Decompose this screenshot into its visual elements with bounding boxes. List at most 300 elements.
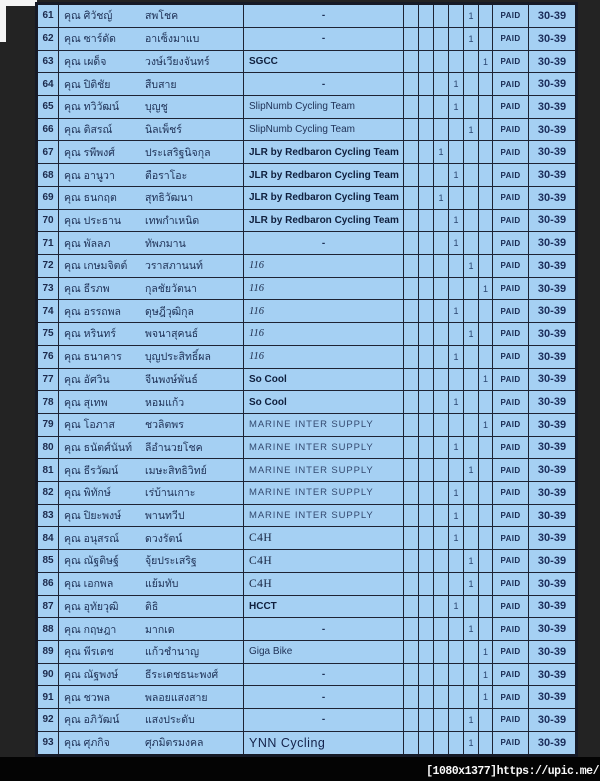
category-mark-cell: [404, 4, 419, 28]
category-mark-cell: [464, 686, 479, 709]
category-mark-cell: [419, 391, 434, 414]
first-name: คุณ พัลลภ: [64, 237, 111, 250]
team-cell: [244, 164, 404, 187]
paid-status: PAID: [493, 96, 529, 119]
paid-status: PAID: [493, 572, 529, 595]
category-mark-cell: [479, 595, 493, 618]
category-mark-cell: [404, 118, 419, 141]
rider-name-cell: [59, 618, 244, 641]
paid-status: PAID: [493, 731, 529, 755]
team-name: -: [321, 10, 326, 22]
age-group: 30-39: [529, 118, 577, 141]
surname: ติธิ: [145, 600, 159, 613]
age-group: 30-39: [529, 323, 577, 346]
category-mark-cell: [479, 550, 493, 573]
category-mark-cell: [479, 164, 493, 187]
rider-name-cell: [59, 96, 244, 119]
row-number: 64: [37, 73, 59, 96]
age-group: 30-39: [529, 618, 577, 641]
category-mark-cell: 1: [449, 391, 464, 414]
age-group: 30-39: [529, 436, 577, 459]
first-name: คุณ หรินทร์: [64, 328, 116, 341]
age-group: 30-39: [529, 595, 577, 618]
category-mark-cell: [404, 686, 419, 709]
category-mark-cell: [434, 504, 449, 527]
team-cell: [244, 550, 404, 573]
paid-status: PAID: [493, 504, 529, 527]
team-cell: [244, 255, 404, 278]
category-mark-cell: [434, 731, 449, 755]
row-number: 86: [37, 572, 59, 595]
category-mark-cell: [479, 323, 493, 346]
paid-status: PAID: [493, 118, 529, 141]
category-mark-cell: [434, 368, 449, 391]
rider-name-cell: [59, 232, 244, 255]
surname: ลีอำนวยโชค: [145, 441, 203, 454]
watermark-url: [1080x1377]https://upic.me/: [426, 765, 599, 778]
surname: นิลเพ็ชร์: [145, 124, 182, 137]
table-row: [37, 209, 577, 232]
category-mark-cell: [479, 141, 493, 164]
age-group: 30-39: [529, 413, 577, 436]
row-number: 89: [37, 640, 59, 663]
category-mark-cell: [434, 4, 449, 28]
category-mark-cell: [404, 300, 419, 323]
category-mark-cell: [434, 255, 449, 278]
row-number: 93: [37, 731, 59, 755]
team-name: JLR by Redbaron Cycling Team: [249, 146, 399, 158]
surname: บุญประสิทธิ์ผล: [145, 351, 211, 364]
category-mark-cell: 1: [464, 323, 479, 346]
paid-status: PAID: [493, 391, 529, 414]
category-mark-cell: [419, 186, 434, 209]
team-cell: [244, 595, 404, 618]
first-name: คุณ ธีรวัฒน์: [64, 464, 119, 477]
team-name: 116: [249, 260, 264, 272]
team-cell: [244, 459, 404, 482]
category-mark-cell: [434, 640, 449, 663]
age-group: 30-39: [529, 300, 577, 323]
category-mark-cell: [479, 4, 493, 28]
first-name: คุณ อานูวา: [64, 169, 115, 182]
category-mark-cell: [479, 118, 493, 141]
category-mark-cell: [479, 436, 493, 459]
rider-name-cell: [59, 686, 244, 709]
table-row: [37, 255, 577, 278]
category-mark-cell: [419, 4, 434, 28]
row-number: 78: [37, 391, 59, 414]
table-row: [37, 572, 577, 595]
category-mark-cell: 1: [434, 186, 449, 209]
row-number: 82: [37, 482, 59, 505]
category-mark-cell: [419, 459, 434, 482]
team-cell: [244, 731, 404, 755]
row-number: 91: [37, 686, 59, 709]
rider-name-cell: [59, 550, 244, 573]
rider-name-cell: [59, 300, 244, 323]
surname: แย้มทับ: [145, 578, 179, 591]
category-mark-cell: [404, 709, 419, 732]
paid-status: PAID: [493, 368, 529, 391]
first-name: คุณ อนุสรณ์: [64, 532, 119, 545]
category-mark-cell: [449, 413, 464, 436]
category-mark-cell: [449, 186, 464, 209]
team-name: 116: [249, 328, 264, 340]
category-mark-cell: [419, 686, 434, 709]
surname: พลอยแสงสาย: [145, 691, 208, 704]
age-group: 30-39: [529, 141, 577, 164]
table-row: [37, 277, 577, 300]
team-name: -: [321, 669, 326, 680]
category-mark-cell: 1: [449, 209, 464, 232]
first-name: คุณ อัศวิน: [64, 373, 110, 386]
category-mark-cell: [434, 595, 449, 618]
paid-status: PAID: [493, 50, 529, 73]
team-name: -: [321, 714, 326, 726]
category-mark-cell: [434, 277, 449, 300]
category-mark-cell: [464, 663, 479, 686]
table-row: [37, 686, 577, 709]
category-mark-cell: [419, 572, 434, 595]
first-name: คุณ อรรถพล: [64, 305, 121, 318]
category-mark-cell: [419, 504, 434, 527]
category-mark-cell: 1: [464, 27, 479, 50]
category-mark-cell: [479, 73, 493, 96]
category-mark-cell: [434, 164, 449, 187]
row-number: 73: [37, 277, 59, 300]
team-name: MARINE INTER SUPPLY: [249, 510, 374, 522]
table-row: [37, 391, 577, 414]
team-name: SGCC: [249, 56, 278, 68]
row-number: 63: [37, 50, 59, 73]
category-mark-cell: [449, 663, 464, 686]
team-cell: [244, 27, 404, 50]
category-mark-cell: [479, 572, 493, 595]
team-cell: [244, 527, 404, 550]
table-row: [37, 345, 577, 368]
category-mark-cell: [464, 368, 479, 391]
category-mark-cell: [404, 436, 419, 459]
category-mark-cell: [404, 232, 419, 255]
paid-status: PAID: [493, 686, 529, 709]
team-name: -: [321, 237, 326, 249]
category-mark-cell: [434, 686, 449, 709]
category-mark-cell: 1: [449, 96, 464, 119]
age-group: 30-39: [529, 4, 577, 28]
category-mark-cell: [419, 27, 434, 50]
rider-name-cell: [59, 663, 244, 686]
first-name: คุณ ธีรภพ: [64, 283, 110, 296]
category-mark-cell: [404, 73, 419, 96]
rider-name-cell: [59, 731, 244, 755]
paid-status: PAID: [493, 4, 529, 28]
category-mark-cell: [434, 118, 449, 141]
team-cell: [244, 686, 404, 709]
category-mark-cell: [449, 368, 464, 391]
category-mark-cell: 1: [479, 368, 493, 391]
category-mark-cell: [404, 186, 419, 209]
paid-status: PAID: [493, 164, 529, 187]
category-mark-cell: [434, 663, 449, 686]
category-mark-cell: [479, 345, 493, 368]
row-number: 75: [37, 323, 59, 346]
first-name: คุณ อุทัยวุฒิ: [64, 600, 119, 613]
surname: บุญชู: [145, 101, 168, 114]
category-mark-cell: [419, 232, 434, 255]
category-mark-cell: [449, 709, 464, 732]
team-cell: [244, 504, 404, 527]
age-group: 30-39: [529, 459, 577, 482]
age-group: 30-39: [529, 186, 577, 209]
age-group: 30-39: [529, 232, 577, 255]
paid-status: PAID: [493, 255, 529, 278]
category-mark-cell: [419, 323, 434, 346]
team-name: 116: [249, 283, 264, 295]
rider-name-cell: [59, 572, 244, 595]
surname: เร่บ้านเกาะ: [145, 487, 196, 500]
surname: จุ้ยประเสริฐ: [145, 555, 197, 568]
team-name: Giga Bike: [249, 646, 293, 658]
first-name: คุณ รพีพงศ์: [64, 146, 115, 159]
age-group: 30-39: [529, 96, 577, 119]
category-mark-cell: 1: [479, 686, 493, 709]
paid-status: PAID: [493, 277, 529, 300]
first-name: คุณ อภิวัฒน์: [64, 714, 120, 727]
category-mark-cell: [479, 300, 493, 323]
rider-name-cell: [59, 255, 244, 278]
table-row: [37, 323, 577, 346]
category-mark-cell: [449, 640, 464, 663]
table-row: [37, 413, 577, 436]
table-row: [37, 141, 577, 164]
category-mark-cell: [434, 300, 449, 323]
team-cell: [244, 572, 404, 595]
first-name: คุณ ปิติชัย: [64, 78, 111, 91]
paid-status: PAID: [493, 618, 529, 641]
category-mark-cell: [404, 96, 419, 119]
category-mark-cell: [464, 527, 479, 550]
surname: จีนพงษ์พันธ์: [145, 373, 198, 386]
team-name: HCCT: [249, 600, 277, 612]
category-mark-cell: [419, 50, 434, 73]
first-name: คุณ ประธาน: [64, 214, 122, 227]
surname: พานทวีป: [145, 510, 185, 523]
category-mark-cell: [404, 550, 419, 573]
category-mark-cell: [464, 50, 479, 73]
first-name: คุณ ชวพล: [64, 691, 111, 704]
first-name: คุณ ณัฐติษฐ์: [64, 555, 119, 568]
category-mark-cell: [449, 550, 464, 573]
category-mark-cell: [464, 436, 479, 459]
team-cell: [244, 277, 404, 300]
row-number: 77: [37, 368, 59, 391]
category-mark-cell: [479, 27, 493, 50]
rider-name-cell: [59, 4, 244, 28]
category-mark-cell: [464, 96, 479, 119]
surname: ประเสริฐนิจกุล: [145, 146, 211, 159]
category-mark-cell: [419, 663, 434, 686]
age-group: 30-39: [529, 27, 577, 50]
paid-status: PAID: [493, 482, 529, 505]
rider-name-cell: [59, 640, 244, 663]
team-name: 116: [249, 305, 264, 317]
category-mark-cell: 1: [464, 731, 479, 755]
category-mark-cell: [479, 96, 493, 119]
team-name: MARINE INTER SUPPLY: [249, 464, 374, 476]
rider-name-cell: [59, 504, 244, 527]
category-mark-cell: [434, 572, 449, 595]
surname: ทัพภมาน: [145, 237, 186, 250]
table-row: [37, 618, 577, 641]
category-mark-cell: [419, 255, 434, 278]
category-mark-cell: [449, 255, 464, 278]
page-corner-left: [0, 0, 6, 42]
rider-name-cell: [59, 209, 244, 232]
category-mark-cell: [434, 323, 449, 346]
row-number: 66: [37, 118, 59, 141]
category-mark-cell: [464, 640, 479, 663]
team-cell: [244, 368, 404, 391]
table-row: [37, 504, 577, 527]
table-row: [37, 482, 577, 505]
team-name: MARINE INTER SUPPLY: [249, 419, 374, 431]
table-row: [37, 459, 577, 482]
category-mark-cell: [419, 96, 434, 119]
row-number: 74: [37, 300, 59, 323]
paid-status: PAID: [493, 345, 529, 368]
team-cell: [244, 323, 404, 346]
category-mark-cell: 1: [464, 572, 479, 595]
table-row: [37, 663, 577, 686]
rider-name-cell: [59, 413, 244, 436]
row-number: 88: [37, 618, 59, 641]
category-mark-cell: [449, 686, 464, 709]
table-row: [37, 232, 577, 255]
category-mark-cell: [404, 345, 419, 368]
paid-status: PAID: [493, 300, 529, 323]
first-name: คุณ ติสรณ์: [64, 124, 113, 137]
table-body: [37, 4, 577, 756]
category-mark-cell: [479, 709, 493, 732]
row-number: 92: [37, 709, 59, 732]
age-group: 30-39: [529, 482, 577, 505]
rider-name-cell: [59, 709, 244, 732]
category-mark-cell: [419, 141, 434, 164]
rider-name-cell: [59, 482, 244, 505]
category-mark-cell: [404, 413, 419, 436]
team-cell: [244, 482, 404, 505]
category-mark-cell: [479, 459, 493, 482]
team-name: 116: [249, 351, 264, 363]
surname: วงษ์เวียงจันทร์: [145, 56, 210, 69]
category-mark-cell: [479, 391, 493, 414]
team-name: So Cool: [249, 373, 287, 385]
category-mark-cell: [419, 345, 434, 368]
rider-name-cell: [59, 277, 244, 300]
team-name: MARINE INTER SUPPLY: [249, 441, 374, 453]
first-name: คุณ เผด็จ: [64, 56, 107, 69]
paid-status: PAID: [493, 232, 529, 255]
category-mark-cell: [419, 300, 434, 323]
paid-status: PAID: [493, 27, 529, 50]
age-group: 30-39: [529, 277, 577, 300]
rider-name-cell: [59, 27, 244, 50]
team-name: -: [321, 33, 326, 45]
table-row: [37, 50, 577, 73]
row-number: 84: [37, 527, 59, 550]
category-mark-cell: 1: [479, 413, 493, 436]
category-mark-cell: 1: [464, 459, 479, 482]
age-group: 30-39: [529, 368, 577, 391]
table-row: [37, 4, 577, 28]
team-cell: [244, 391, 404, 414]
rider-name-cell: [59, 368, 244, 391]
category-mark-cell: [404, 277, 419, 300]
surname: แก้วชำนาญ: [145, 646, 200, 659]
category-mark-cell: 1: [464, 255, 479, 278]
row-number: 70: [37, 209, 59, 232]
first-name: คุณ กฤษฎา: [64, 623, 117, 636]
category-mark-cell: [449, 277, 464, 300]
rider-name-cell: [59, 595, 244, 618]
category-mark-cell: 1: [464, 618, 479, 641]
category-mark-cell: [404, 27, 419, 50]
row-number: 62: [37, 27, 59, 50]
category-mark-cell: [434, 459, 449, 482]
category-mark-cell: [449, 731, 464, 755]
team-cell: [244, 436, 404, 459]
category-mark-cell: [419, 482, 434, 505]
category-mark-cell: [434, 618, 449, 641]
age-group: 30-39: [529, 391, 577, 414]
category-mark-cell: [419, 436, 434, 459]
category-mark-cell: 1: [464, 550, 479, 573]
surname: สืบสาย: [145, 78, 177, 91]
team-name: YNN Cycling: [249, 735, 326, 750]
table-row: [37, 436, 577, 459]
category-mark-cell: [404, 731, 419, 755]
team-cell: [244, 232, 404, 255]
category-mark-cell: 1: [464, 4, 479, 28]
surname: ตือราโอะ: [145, 169, 188, 182]
rider-name-cell: [59, 459, 244, 482]
row-number: 65: [37, 96, 59, 119]
category-mark-cell: [479, 504, 493, 527]
category-mark-cell: [404, 640, 419, 663]
paid-status: PAID: [493, 186, 529, 209]
age-group: 30-39: [529, 255, 577, 278]
category-mark-cell: [419, 368, 434, 391]
age-group: 30-39: [529, 527, 577, 550]
category-mark-cell: [419, 209, 434, 232]
team-name: -: [321, 691, 326, 703]
paid-status: PAID: [493, 459, 529, 482]
table-row: [37, 640, 577, 663]
surname: อาเซ็งมาแบ: [145, 33, 200, 46]
category-mark-cell: [419, 527, 434, 550]
category-mark-cell: 1: [449, 504, 464, 527]
category-mark-cell: [464, 300, 479, 323]
rider-name-cell: [59, 164, 244, 187]
team-name: JLR by Redbaron Cycling Team: [249, 214, 399, 226]
category-mark-cell: 1: [449, 164, 464, 187]
category-mark-cell: [434, 391, 449, 414]
category-mark-cell: [464, 209, 479, 232]
category-mark-cell: [404, 527, 419, 550]
category-mark-cell: 1: [449, 595, 464, 618]
paid-status: PAID: [493, 527, 529, 550]
category-mark-cell: [404, 459, 419, 482]
